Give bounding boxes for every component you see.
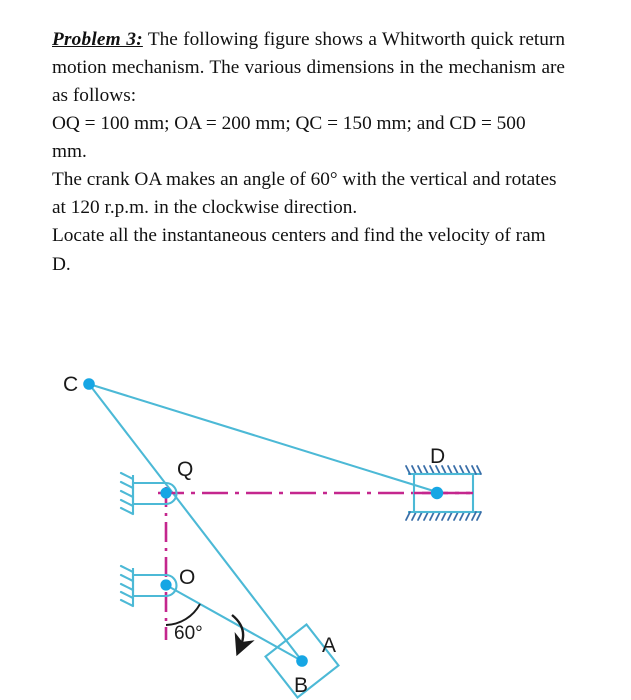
joint-dot-c <box>83 378 95 390</box>
label-d: D <box>430 445 446 468</box>
problem-statement <box>52 26 565 279</box>
joint-dot-q <box>160 487 171 498</box>
problem-paragraph-1 <box>52 26 565 110</box>
centre-lines <box>158 487 470 640</box>
ram-d <box>406 466 481 520</box>
q-ground-hatching <box>121 473 133 514</box>
pivot-q <box>121 473 177 514</box>
joint-dot-b <box>296 655 308 667</box>
mechanism-links <box>89 384 437 661</box>
problem-paragraph-4: Locate all the instantaneous centers and find the velocity of ram D. <box>52 225 546 275</box>
rotation-direction-arrow-icon <box>232 615 243 645</box>
joint-dot-o <box>160 579 171 590</box>
label-o: O <box>179 566 196 589</box>
o-ground-hatching <box>121 566 133 606</box>
angle-arc-60 <box>166 604 200 625</box>
problem-paragraph-2: OQ = 100 mm; OA = 200 mm; QC = 150 mm; and CD = 500 mm. <box>52 113 526 163</box>
problem-body-1: The following figure shows a Whitworth quick return motion mechanism. The various dimensions in the mechanism are as follows: <box>52 29 565 107</box>
problem-paragraph-3: The crank OA makes an angle of 60° with the vertical and rotates at 120 r.p.m. in the clockwise direction. <box>52 169 557 219</box>
mechanism-figure <box>0 362 631 700</box>
label-c: C <box>63 373 79 396</box>
label-angle-60: 60° <box>174 623 203 644</box>
pivot-o <box>121 566 177 606</box>
label-b: B <box>294 674 309 697</box>
label-q: Q <box>177 458 194 481</box>
d-bottom-guide-hatching <box>406 512 481 520</box>
link-cb <box>89 384 302 661</box>
label-a: A <box>322 634 337 657</box>
problem-label: Problem 3: <box>52 29 143 50</box>
joint-dot-d <box>431 487 443 499</box>
link-cd <box>89 384 437 492</box>
